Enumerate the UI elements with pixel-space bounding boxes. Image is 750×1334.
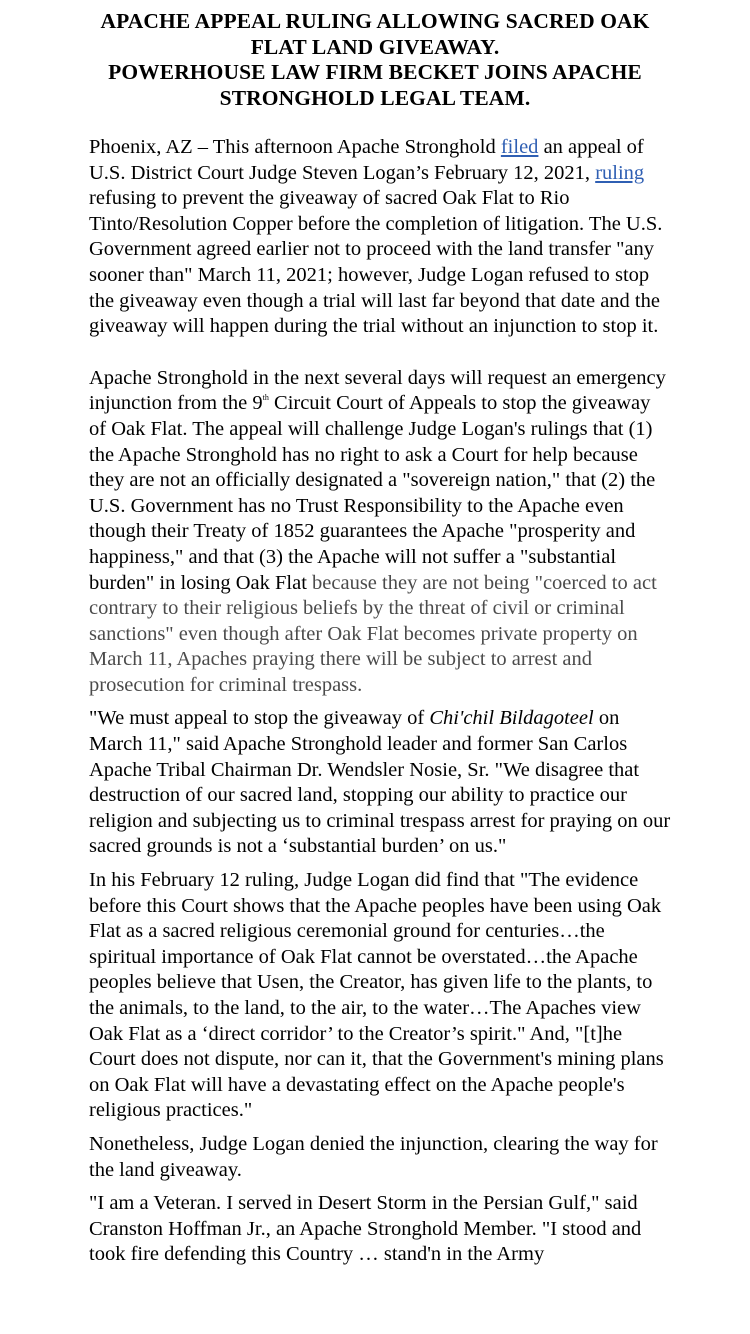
apache-place-name: Chi'chil Bildagoteel: [429, 707, 594, 730]
headline-line-2: POWERHOUSE LAW FIRM BECKET JOINS APACHE STRONGHOLD LEGAL TEAM.: [108, 60, 642, 110]
headline: [0, 0, 750, 111]
filed-link[interactable]: filed: [500, 136, 539, 158]
paragraph-text: Circuit Court of Appeals to stop the giveaway of Oak Flat. The appeal will challenge Judge Logan's rulings that (1) the Apache Stronghold has no right to ask a Court for help because they are not an officially designated a "sovereign nation," that (2) the U.S. Government has no Trust Responsibility to the Apache even though their Treaty of 1852 guarantees the Apache "prosperity and happiness," and that (3) the Apache will not suffer a "substantial burden" in losing Oak Flat: [89, 392, 656, 594]
paragraph-text: refusing to prevent the giveaway of sacred Oak Flat to Rio Tinto/Resolution Copper before the completion of litigation. The U.S. Government agreed earlier not to proceed with the land transfer "any sooner than" March 11, 2021; however, Judge Logan refused to stop the giveaway even though a trial will last far beyond that date and the giveaway will happen during the trial without an injunction to stop it.: [89, 187, 663, 338]
article-body: [0, 135, 750, 1268]
paragraph-text-gray: because they are not being "coerced to act contrary to their religious beliefs by the threat of civil or criminal sanctions" even though after Oak Flat becomes private property on March 11, Apaches praying there will be subject to arrest and prosecution for criminal trespass.: [89, 571, 657, 696]
headline-line-1: APACHE APPEAL RULING ALLOWING SACRED OAK FLAT LAND GIVEAWAY.: [100, 9, 650, 59]
paragraph-ruling-quote: In his February 12 ruling, Judge Logan did find that "The evidence before this Court shows that the Apache peoples have been using Oak Flat as a sacred religious ceremonial ground for centuries…the spiritual importance of Oak Flat cannot be overstated…the Apache peoples believe that Usen, the Creator, has given life to the plants, to the animals, to the land, to the air, to the water…The Apaches view Oak Flat as a ‘direct corridor’ to the Creator’s spirit." And, "[t]he Court does not dispute, nor can it, that the Government's mining plans on Oak Flat will have a devastating effect on the Apache people's religious practices.": [89, 869, 664, 1122]
paragraph-appeal: [89, 366, 672, 699]
paragraph-text: on March 11," said Apache Stronghold leader and former San Carlos Apache Tribal Chairman Dr. Wendsler Nosie, Sr. "We disagree that destruction of our sacred land, stopping our ability to practice our religion and subjecting us to criminal trespass arrest for praying on our sacred grounds is not a ‘substantial burden’ on us.": [89, 707, 671, 858]
paragraph-veteran-quote: "I am a Veteran. I served in Desert Storm in the Persian Gulf," said Cranston Hoffman Jr., an Apache Stronghold Member. "I stood and took fire defending this Country … stand'n in the Army: [89, 1192, 642, 1266]
ruling-link[interactable]: ruling: [595, 161, 645, 184]
paragraph-text: an appeal of U.S. District Court Judge Steven Logan’s February 12, 2021,: [89, 136, 644, 184]
paragraph-injunction-denied: Nonetheless, Judge Logan denied the injunction, clearing the way for the land giveaway.: [89, 1132, 658, 1181]
paragraph-text: Phoenix, AZ – This afternoon Apache Stronghold: [89, 136, 501, 158]
paragraph-text: "We must appeal to stop the giveaway of: [89, 707, 430, 730]
paragraph-intro: [89, 135, 672, 340]
paragraph-text: Apache Stronghold in the next several days will request an emergency injunction from the 9: [89, 366, 666, 415]
ordinal-superscript: th: [262, 393, 269, 403]
paragraph-nosie-quote: [89, 706, 672, 860]
